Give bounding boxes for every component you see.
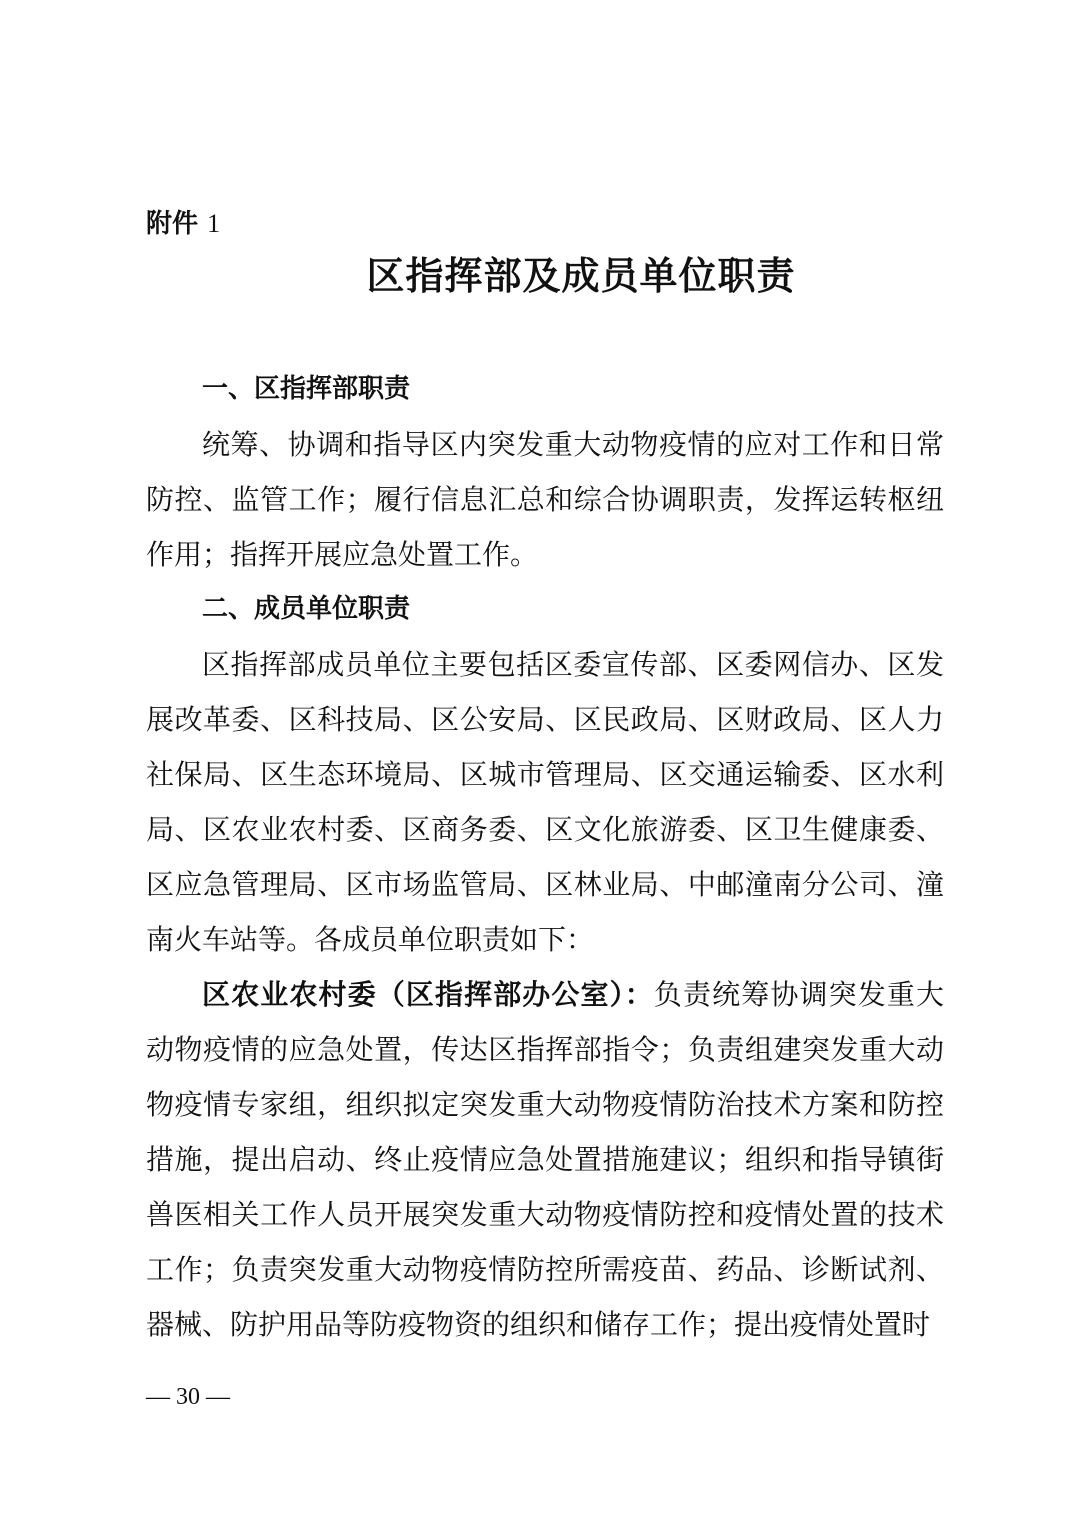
section-heading-2: 二、成员单位职责	[202, 594, 411, 624]
attachment-number: 1	[207, 209, 221, 238]
section-heading-1: 一、区指挥部职责	[202, 374, 411, 404]
section-paragraph-1: 统筹、协调和指导区内突发重大动物疫情的应对工作和日常防控、监管工作；履行信息汇总和综合协调职责，发挥运转枢纽作用；指挥开展应急处置工作。	[146, 428, 944, 571]
attachment-label	[146, 206, 220, 242]
section-paragraph-2: 区指挥部成员单位主要包括区委宣传部、区委网信办、区发展改革委、区科技局、区公安局、区民政局、区财政局、区人力社保局、区生态环境局、区城市管理局、区交通运输委、区水利局、区农业农村委、区商务委、区文化旅游委、区卫生健康委、区应急管理局、区市场监管局、区林业局、中邮潼南分公司、潼南火车站等。各成员单位职责如下：	[146, 648, 944, 956]
attachment-label-text: 附件	[146, 209, 199, 239]
document-title: 区指挥部及成员单位职责	[366, 253, 796, 298]
unit-duty-paragraph	[146, 967, 944, 1352]
unit-duty-text: 负责统筹协调突发重大动物疫情的应急处置，传达区指挥部指令；负责组建突发重大动物疫情专家组，组织拟定突发重大动物疫情防治技术方案和防控措施，提出启动、终止疫情应急处置措施建议；组织和指导镇街兽医相关工作人员开展突发重大动物疫情防控和疫情处置的技术工作；负责突发重大动物疫情防控所需疫苗、药品、诊断试剂、器械、防护用品等防疫物资的组织和储存工作；提出疫情处置时	[146, 978, 944, 1341]
document-body	[146, 362, 944, 1352]
unit-duty-lead: 区农业农村委（区指挥部办公室）：	[202, 978, 654, 1011]
page-number: — 30 —	[146, 1384, 230, 1410]
